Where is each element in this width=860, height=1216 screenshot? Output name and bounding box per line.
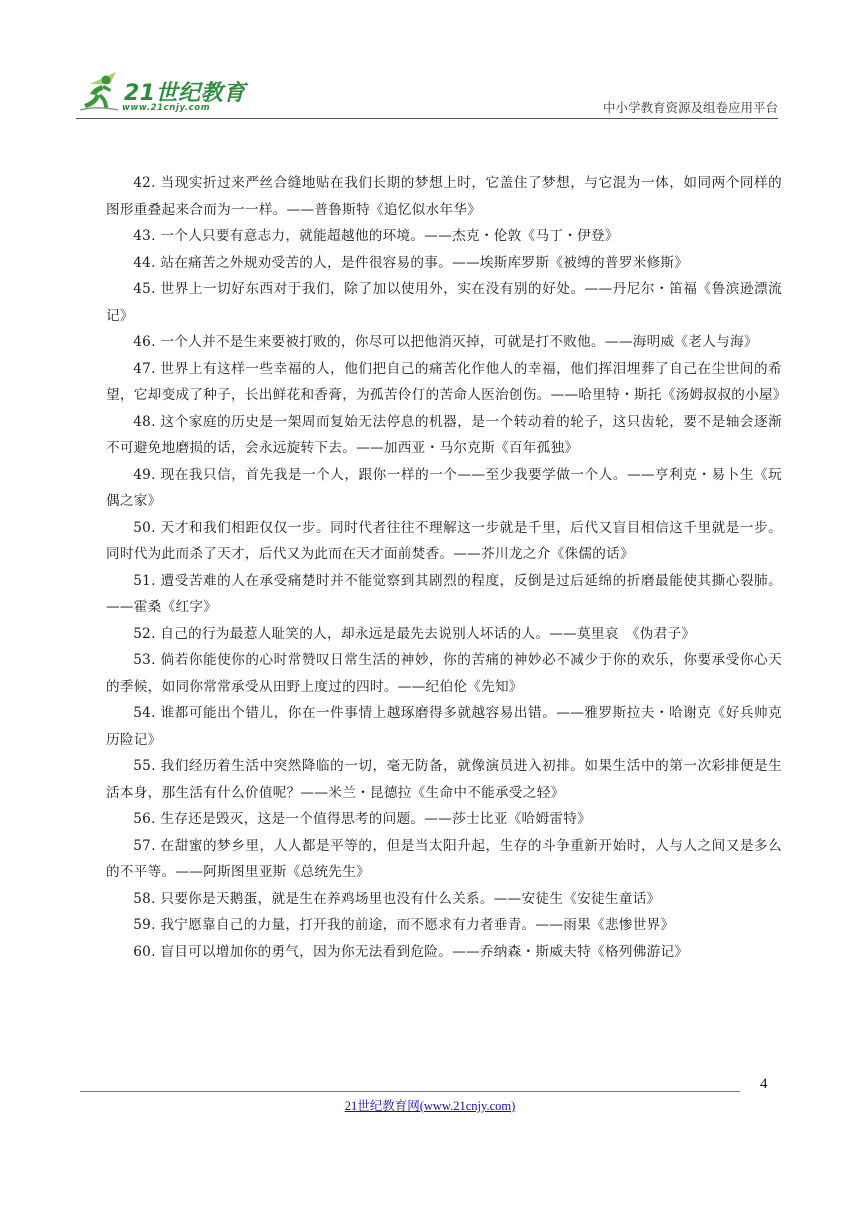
quote-item: 47. 世界上有这样一些幸福的人，他们把自己的痛苦化作他人的幸福，他们挥泪埋葬了自己在尘世间的希望，它却变成了种子，长出鲜花和香膏，为孤苦伶仃的苦命人医治创伤。——哈里特・斯托《汤姆叔叔的小屋》 <box>106 360 787 403</box>
logo-url: www.21cnjy.com <box>122 103 211 113</box>
quote-item: 50. 天才和我们相距仅仅一步。同时代者往往不理解这一步就是千里，后代又盲目相信这千里就是一步。同时代为此而杀了天才，后代又为此而在天才面前焚香。——芥川龙之介《侏儒的话》 <box>106 519 782 562</box>
footer-divider <box>80 1091 740 1092</box>
platform-title: 中小学教育资源及组卷应用平台 <box>602 100 778 115</box>
quote-item: 60. 盲目可以增加你的勇气，因为你无法看到危险。——乔纳森・斯威夫特《格列佛游记》 <box>133 943 689 960</box>
quote-item: 51. 遭受苦难的人在承受痛楚时并不能觉察到其剧烈的程度，反倒是过后延绵的折磨最能使其撕心裂肺。——霍桑《红字》 <box>106 572 782 615</box>
site-logo[interactable] <box>76 70 246 118</box>
runner-icon <box>76 70 122 114</box>
quote-item: 57. 在甜蜜的梦乡里，人人都是平等的，但是当太阳升起，生存的斗争重新开始时，人与人之间又是多么的不平等。——阿斯图里亚斯《总统先生》 <box>106 837 782 880</box>
quote-item: 59. 我宁愿靠自己的力量，打开我的前途，而不愿求有力者垂青。——雨果《悲惨世界》 <box>133 917 675 933</box>
quote-item: 46. 一个人并不是生来要被打败的，你尽可以把他消灭掉，可就是打不败他。——海明威《老人与海》 <box>133 334 758 350</box>
quote-list <box>106 170 787 965</box>
quote-item: 49. 现在我只信，首先我是一个人，跟你一样的一个——至少我要学做一个人。——亨利克・易卜生《玩偶之家》 <box>106 466 782 509</box>
quote-item: 52. 自己的行为最惹人耻笑的人，却永远是最先去说别人坏话的人。——莫里哀 《伪君子》 <box>133 625 696 642</box>
header-divider <box>76 118 778 119</box>
quote-item: 56. 生存还是毁灭，这是一个值得思考的问题。——莎士比亚《哈姆雷特》 <box>133 811 592 827</box>
logo-text: 21世纪教育 <box>124 81 246 106</box>
page-header <box>76 68 778 118</box>
page-number: 4 <box>760 1076 768 1092</box>
quote-item: 55. 我们经历着生活中突然降临的一切，毫无防备，就像演员进入初排。如果生活中的第一次彩排便是生活本身，那生活有什么价值呢？——米兰・昆德拉《生命中不能承受之轻》 <box>106 758 782 801</box>
quote-item: 48. 这个家庭的历史是一架周而复始无法停息的机器，是一个转动着的轮子，这只齿轮，要不是轴会逐渐不可避免地磨损的话，会永远旋转下去。——加西亚・马尔克斯《百年孤独》 <box>106 413 782 456</box>
quote-item: 58. 只要你是天鹅蛋，就是生在养鸡场里也没有什么关系。——安徒生《安徒生童话》 <box>133 890 661 907</box>
quote-item: 42. 当现实折过来严丝合缝地贴在我们长期的梦想上时，它盖住了梦想，与它混为一体，如同两个同样的图形重叠起来合而为一一样。——普鲁斯特《追忆似水年华》 <box>106 175 782 218</box>
footer-link[interactable]: 21世纪教育网(www.21cnjy.com) <box>344 1099 516 1113</box>
quote-item: 45. 世界上一切好东西对于我们，除了加以使用外，实在没有别的好处。——丹尼尔・笛福《鲁滨逊漂流记》 <box>106 281 782 324</box>
quote-item: 44. 站在痛苦之外规劝受苦的人，是件很容易的事。——埃斯库罗斯《被缚的普罗米修斯》 <box>133 254 689 271</box>
quote-item: 54. 谁都可能出个错儿，你在一件事情上越琢磨得多就越容易出错。——雅罗斯拉夫・哈谢克《好兵帅克历险记》 <box>106 705 782 748</box>
quote-item: 43. 一个人只要有意志力，就能超越他的环境。——杰克・伦敦《马丁・伊登》 <box>133 228 619 244</box>
quote-item: 53. 倘若你能使你的心时常赞叹日常生活的神妙，你的苦痛的神妙必不减少于你的欢乐，你要承受你心天的季候，如同你常常承受从田野上度过的四时。——纪伯伦《先知》 <box>106 652 782 695</box>
